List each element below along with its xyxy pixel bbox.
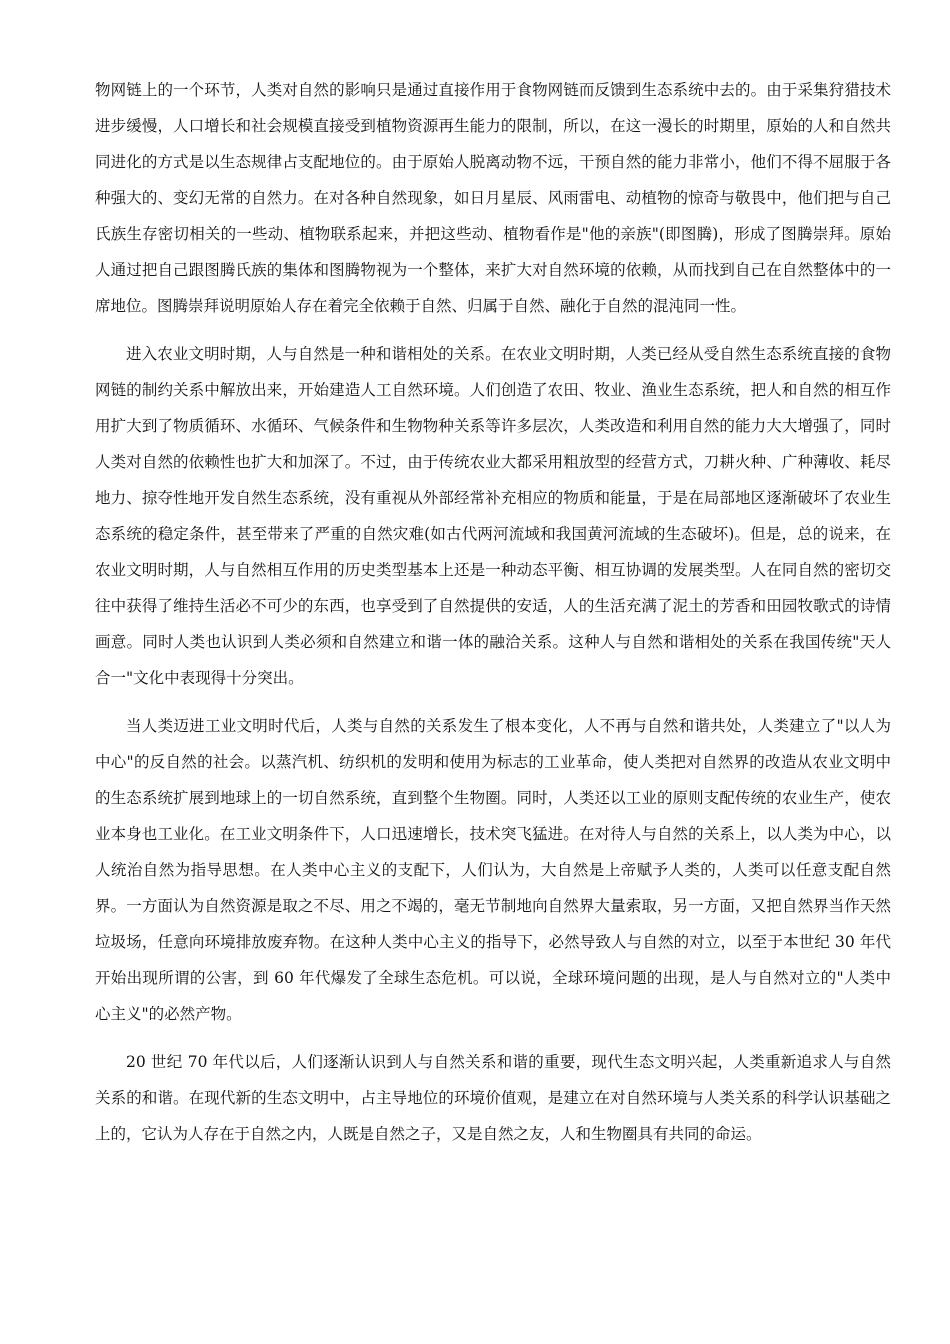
paragraph-agricultural-civilization: 进入农业文明时期，人与自然是一种和谐相处的关系。在农业文明时期，人类已经从受自然生态系统直接的食物网链的制约关系中解放出来，开始建造人工自然环境。人们创造了农田、牧业、渔业生态系统，把人和自然的相互作用扩大到了物质循环、水循环、气候条件和生物物种关系等许多层次，人类改造和利用自然的能力大大增强了，同时人类对自然的依赖性也扩大和加深了。不过，由于传统农业大都采用粗放型的经营方式，刀耕火种、广种薄收、耗尽地力、掠夺性地开发自然生态系统，没有重视从外部经常补充相应的物质和能量，于是在局部地区逐渐破坏了农业生态系统的稳定条件，甚至带来了严重的自然灾难(如古代两河流域和我国黄河流域的生态破坏)。但是，总的说来，在农业文明时期，人与自然相互作用的历史类型基本上还是一种动态平衡、相互协调的发展类型。人在同自然的密切交往中获得了维持生活必不可少的东西，也享受到了自然提供的安适，人的生活充满了泥土的芳香和田园牧歌式的诗情画意。同时人类也认识到人类必须和自然建立和谐一体的融洽关系。这种人与自然和谐相处的关系在我国传统"天人合一"文化中表现得十分突出。 bbox=[95, 345, 891, 687]
paragraph-ecological-civilization: 20 世纪 70 年代以后，人们逐渐认识到人与自然关系和谐的重要，现代生态文明兴起，人类重新追求人与自然关系的和谐。在现代新的生态文明中，占主导地位的环境价值观，是建立在对自然环境与人类关系的科学认识基础之上的，它认为人存在于自然之内，人既是自然之子，又是自然之友，人和生物圈具有共同的命运。 bbox=[95, 1053, 891, 1143]
paragraph-industrial-civilization: 当人类迈进工业文明时代后，人类与自然的关系发生了根本变化，人不再与自然和谐共处，人类建立了"以人为中心"的反自然的社会。以蒸汽机、纺织机的发明和使用为标志的工业革命，使人类把对自然界的改造从农业文明中的生态系统扩展到地球上的一切自然系统，直到整个生物圈。同时，人类还以工业的原则支配传统的农业生产，使农业本身也工业化。在工业文明条件下，人口迅速增长，技术突飞猛进。在对待人与自然的关系上，以人类为中心，以人统治自然为指导思想。在人类中心主义的支配下，人们认为，大自然是上帝赋予人类的，人类可以任意支配自然界。一方面认为自然资源是取之不尽、用之不竭的，毫无节制地向自然界大量索取，另一方面，又把自然界当作天然垃圾场，任意向环境排放废弃物。在这种人类中心主义的指导下，必然导致人与自然的对立，以至于本世纪 30 年代开始出现所谓的公害，到 60 年代爆发了全球生态危机。可以说，全球环境问题的出现，是人与自然对立的"人类中心主义"的必然产物。 bbox=[95, 717, 891, 1023]
document-page bbox=[95, 72, 891, 1152]
paragraph-primitive-era-continued: 物网链上的一个环节，人类对自然的影响只是通过直接作用于食物网链而反馈到生态系统中去的。由于采集狩猎技术进步缓慢，人口增长和社会规模直接受到植物资源再生能力的限制，所以，在这一漫长的时期里，原始的人和自然共同进化的方式是以生态规律占支配地位的。由于原始人脱离动物不远，干预自然的能力非常小，他们不得不屈服于各种强大的、变幻无常的自然力。在对各种自然现象，如日月星辰、风雨雷电、动植物的惊奇与敬畏中，他们把与自己氏族生存密切相关的一些动、植物联系起来，并把这些动、植物看作是"他的亲族"(即图腾)，形成了图腾崇拜。原始人通过把自己跟图腾氏族的集体和图腾物视为一个整体，来扩大对自然环境的依赖，从而找到自己在自然整体中的一席地位。图腾崇拜说明原始人存在着完全依赖于自然、归属于自然、融化于自然的混沌同一性。 bbox=[95, 81, 891, 315]
